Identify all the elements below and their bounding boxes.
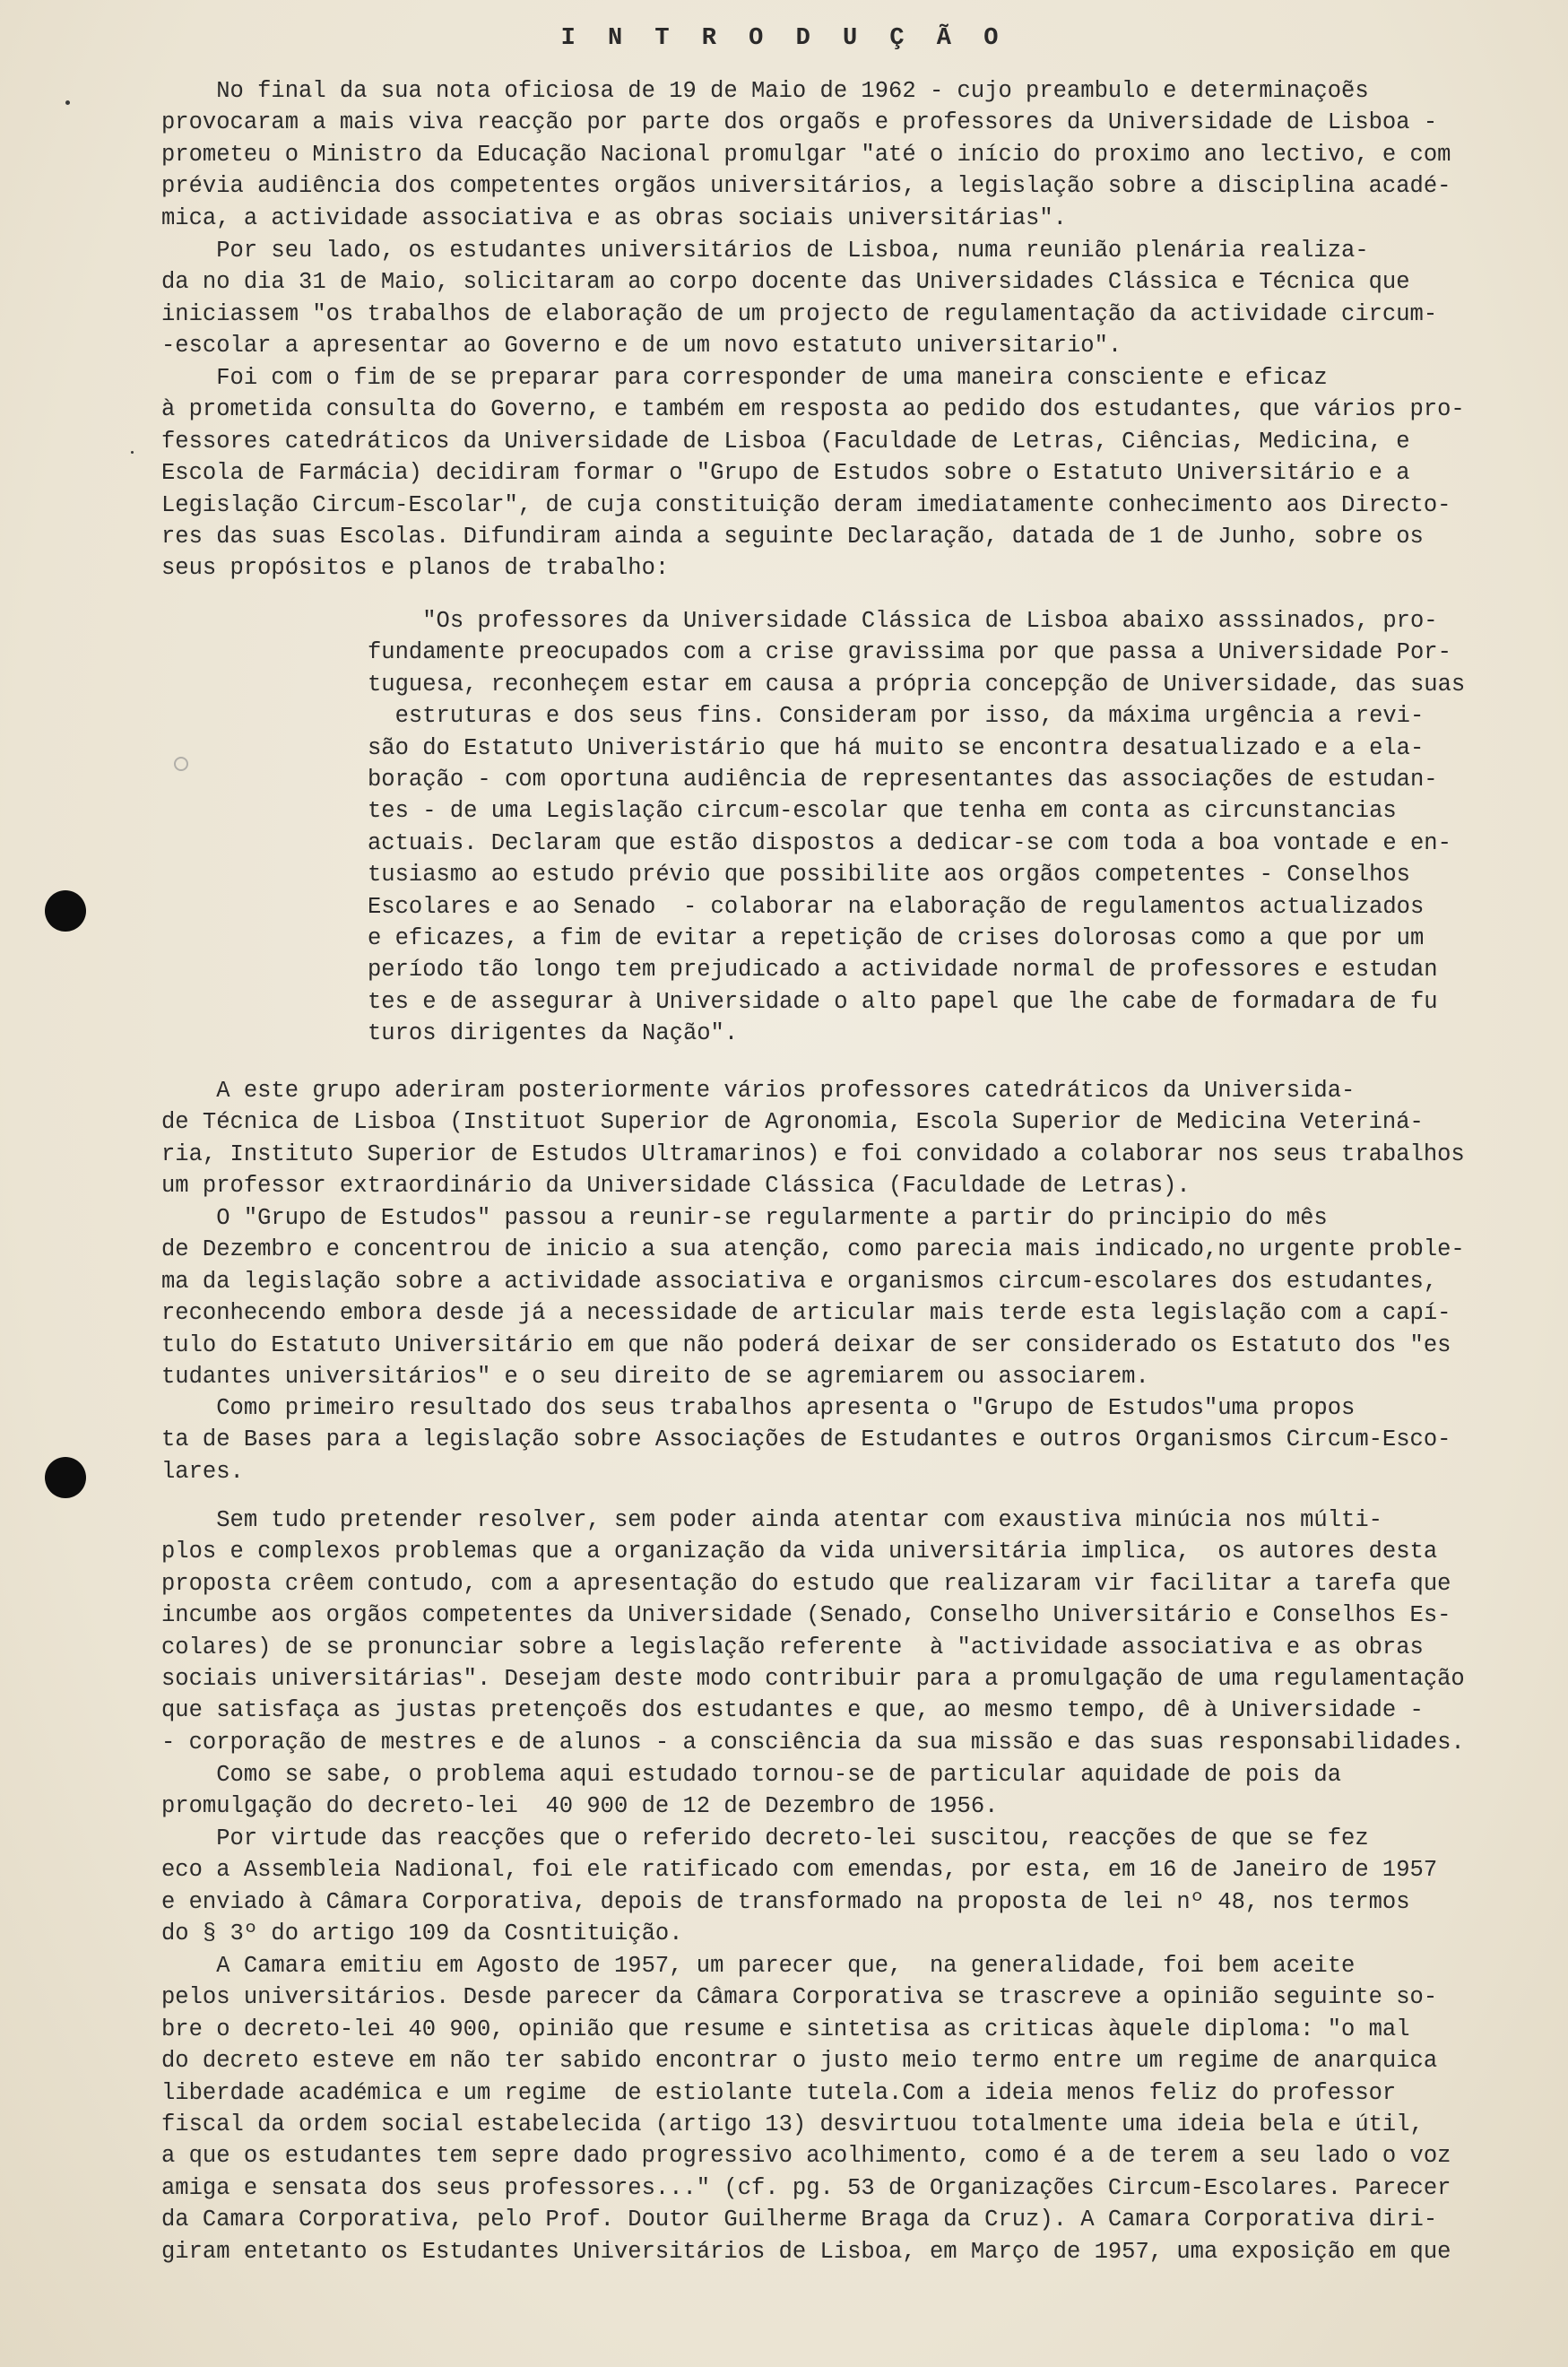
punch-hole [45,890,86,932]
text-line: plos e complexos problemas que a organização da vida universitária implica, os autores desta [161,1539,1438,1565]
text-line: são do Estatuto Univeristário que há muito se encontra desatualizado e a ela- [368,734,1425,761]
text-line: a que os estudantes tem sepre dado progressivo acolhimento, como é a de terem a seu lado o voz [161,2143,1451,2170]
text-line: tudantes universitários" e o seu direito de se agremiarem ou associarem. [161,1364,1149,1391]
text-line: de Dezembro e concentrou de inicio a sua atenção, como parecia mais indicado,no urgente proble- [161,1236,1465,1263]
paragraph [161,1392,1451,1487]
text-line: da no dia 31 de Maio, solicitaram ao corpo docente das Universidades Clássica e Técnica que [161,269,1410,296]
text-line: do § 3º do artigo 109 da Cosntituição. [161,1920,683,1947]
text-line: prometeu o Ministro da Educação Nacional promulgar "até o início do proximo ano lectivo, e com [161,141,1451,168]
text-line: Por seu lado, os estudantes universitários de Lisboa, numa reunião plenária realiza- [161,238,1369,264]
text-line: incumbe aos orgãos competentes da Universidade (Senado, Conselho Universitário e Conselhos Es- [161,1602,1451,1629]
text-line: um professor extraordinário da Universidade Clássica (Faculdade de Letras). [161,1173,1191,1200]
text-line: Sem tudo pretender resolver, sem poder ainda atentar com exaustiva minúcia nos múlti- [161,1507,1382,1533]
text-line: tes - de uma Legislação circum-escolar que tenha em conta as circunstancias [368,798,1397,825]
text-line: proposta crêem contudo, com a apresentação do estudo que realizaram vir facilitar a tarefa que [161,1570,1451,1597]
paragraph [161,362,1465,585]
paragraph [161,1202,1465,1392]
text-line: amiga e sensata dos seus professores..." (cf. pg. 53 de Organizações Circum-Escolares. Parecer [161,2174,1451,2201]
text-line: colares) de se pronunciar sobre a legislação referente à "actividade associativa e as obras [161,1634,1424,1660]
text-line: Escolares e ao Senado - colaborar na elaboração de regulamentos actualizados [368,893,1425,920]
text-line: tuguesa, reconheçem estar em causa a própria concepção de Universidade, das suas [368,671,1466,698]
text-line: "Os professores da Universidade Clássica de Lisboa abaixo asssinados, pro- [368,608,1438,634]
text-line: período tão longo tem prejudicado a actividade normal de professores e estudan [368,957,1438,984]
text-line: fundamente preocupados com a crise gravissima por que passa a Universidade Por- [368,639,1451,666]
text-line: que satisfaça as justas pretençoẽs dos estudantes e que, ao mesmo tempo, dê à Universidade - [161,1697,1424,1724]
paragraph [161,1950,1451,2267]
text-line: estruturas e dos seus fins. Consideram por isso, da máxima urgência a revi- [368,703,1425,730]
paragraph [161,75,1451,234]
punch-hole [45,1457,86,1498]
text-line: - corporação de mestres e de alunos - a consciência da sua missão e das suas responsabilidades. [161,1729,1465,1756]
text-line: Como primeiro resultado dos seus trabalhos apresenta o "Grupo de Estudos"uma propos [161,1395,1356,1421]
text-line: actuais. Declaram que estão dispostos a dedicar-se com toda a boa vontade e en- [368,829,1451,856]
text-line: sociais universitárias". Desejam deste modo contribuir para a promulgação de uma regulamentação [161,1666,1465,1693]
text-line: A este grupo aderiram posteriormente vários professores catedráticos da Universida- [161,1078,1356,1104]
text-line: tulo do Estatuto Universitário em que não poderá deixar de ser considerado os Estatuto dos "es [161,1331,1451,1358]
text-line: e eficazes, a fim de evitar a repetição de crises dolorosas como a que por um [368,925,1425,952]
paragraph [161,1504,1465,1758]
text-line: reconhecendo embora desde já a necessidade de articular mais terde esta legislação com a capí- [161,1300,1451,1327]
text-line: A Camara emitiu em Agosto de 1957, um parecer que, na generalidade, foi bem aceite [161,1953,1356,1979]
text-line: boração - com oportuna audiência de representantes das associações de estudan- [368,767,1438,793]
text-line: mica, a actividade associativa e as obras sociais universitárias". [161,204,1067,231]
text-line: fiscal da ordem social estabelecida (artigo 13) desvirtuou totalmente uma ideia bela e útil, [161,2111,1424,2138]
text-line: bre o decreto-lei 40 900, opinião que resume e sintetisa as criticas àquele diploma: "o mal [161,2016,1410,2042]
paper-smudge [174,757,188,771]
text-line: turos dirigentes da Nação". [368,1020,739,1047]
text-line: iniciassem "os trabalhos de elaboração de um projecto de regulamentação da actividade circum- [161,300,1438,327]
text-line: prévia audiência dos competentes orgãos universitários, a legislação sobre a disciplina acadé- [161,173,1451,200]
paragraph [161,1075,1465,1202]
text-line: No final da sua nota oficiosa de 19 de Maio de 1962 - cujo preambulo e determinaçoẽs [161,78,1369,104]
text-line: do decreto esteve em não ter sabido encontrar o justo meio termo entre um regime de anarquica [161,2048,1438,2075]
text-line: Foi com o fim de se preparar para corresponder de uma maneira consciente e eficaz [161,365,1328,391]
text-line: à prometida consulta do Governo, e também em resposta ao pedido dos estudantes, que vários pro- [161,396,1465,423]
page-title: I N T R O D U Ç Ã O [560,25,1008,52]
text-line: tusiasmo ao estudo prévio que possibilite aos orgãos competentes - Conselhos [368,862,1410,889]
ink-speck [65,100,70,105]
text-line: seus propósitos e planos de trabalho: [161,555,670,582]
text-line: O "Grupo de Estudos" passou a reunir-se regularmente a partir do principio do mês [161,1205,1328,1231]
paragraph [161,1823,1437,1950]
text-line: lares. [161,1458,244,1485]
ink-speck [131,451,134,454]
text-line: promulgação do decreto-lei 40 900 de 12 de Dezembro de 1956. [161,1793,999,1820]
text-line: ta de Bases para a legislação sobre Associações de Estudantes e outros Organismos Circum-Esco- [161,1426,1451,1453]
text-line: giram entetanto os Estudantes Universitários de Lisboa, em Março de 1957, uma exposição em que [161,2238,1451,2265]
text-line: liberdade académica e um regime de estiolante tutela.Com a ideia menos feliz do professor [161,2079,1397,2106]
text-line: da Camara Corporativa, pelo Prof. Doutor Guilherme Braga da Cruz). A Camara Corporativa diri- [161,2207,1438,2233]
declaration-quote [368,605,1465,1050]
text-line: e enviado à Câmara Corporativa, depois de transformado na proposta de lei nº 48, nos termos [161,1888,1410,1915]
text-line: pelos universitários. Desde parecer da Câmara Corporativa se trascreve a opinião seguinte so- [161,1984,1438,2011]
text-line: -escolar a apresentar ao Governo e de um novo estatuto universitario". [161,333,1122,360]
text-line: Por virtude das reacções que o referido decreto-lei suscitou, reacções de que se fez [161,1825,1369,1851]
text-line: ma da legislação sobre a actividade associativa e organismos circum-escolares dos estudantes, [161,1268,1438,1295]
text-line: res das suas Escolas. Difundiram ainda a seguinte Declaração, datada de 1 de Junho, sobre os [161,524,1424,551]
text-line: Escola de Farmácia) decidiram formar o "Grupo de Estudos sobre o Estatuto Universitário e a [161,460,1410,487]
text-line: Legislação Circum-Escolar", de cuja constituição deram imediatamente conhecimento aos Directo- [161,491,1451,518]
paragraph [161,1759,1341,1823]
text-line: fessores catedráticos da Universidade de Lisboa (Faculdade de Letras, Ciências, Medicina, e [161,428,1410,455]
text-line: eco a Assembleia Nadional, foi ele ratificado com emendas, por esta, em 16 de Janeiro de 1957 [161,1857,1438,1884]
text-line: Como se sabe, o problema aqui estudado tornou-se de particular aquidade de pois da [161,1762,1342,1788]
text-line: ria, Instituto Superior de Estudos Ultramarinos) e foi convidado a colaborar nos seus trabalhos [161,1140,1465,1167]
text-line: de Técnica de Lisboa (Instituot Superior de Agronomia, Escola Superior de Medicina Veteriná- [161,1109,1424,1136]
paragraph [161,235,1437,362]
text-line: provocaram a mais viva reacção por parte dos orgaõs e professores da Universidade de Lisboa - [161,109,1438,136]
text-line: tes e de assegurar à Universidade o alto papel que lhe cabe de formadara de fu [368,988,1438,1015]
